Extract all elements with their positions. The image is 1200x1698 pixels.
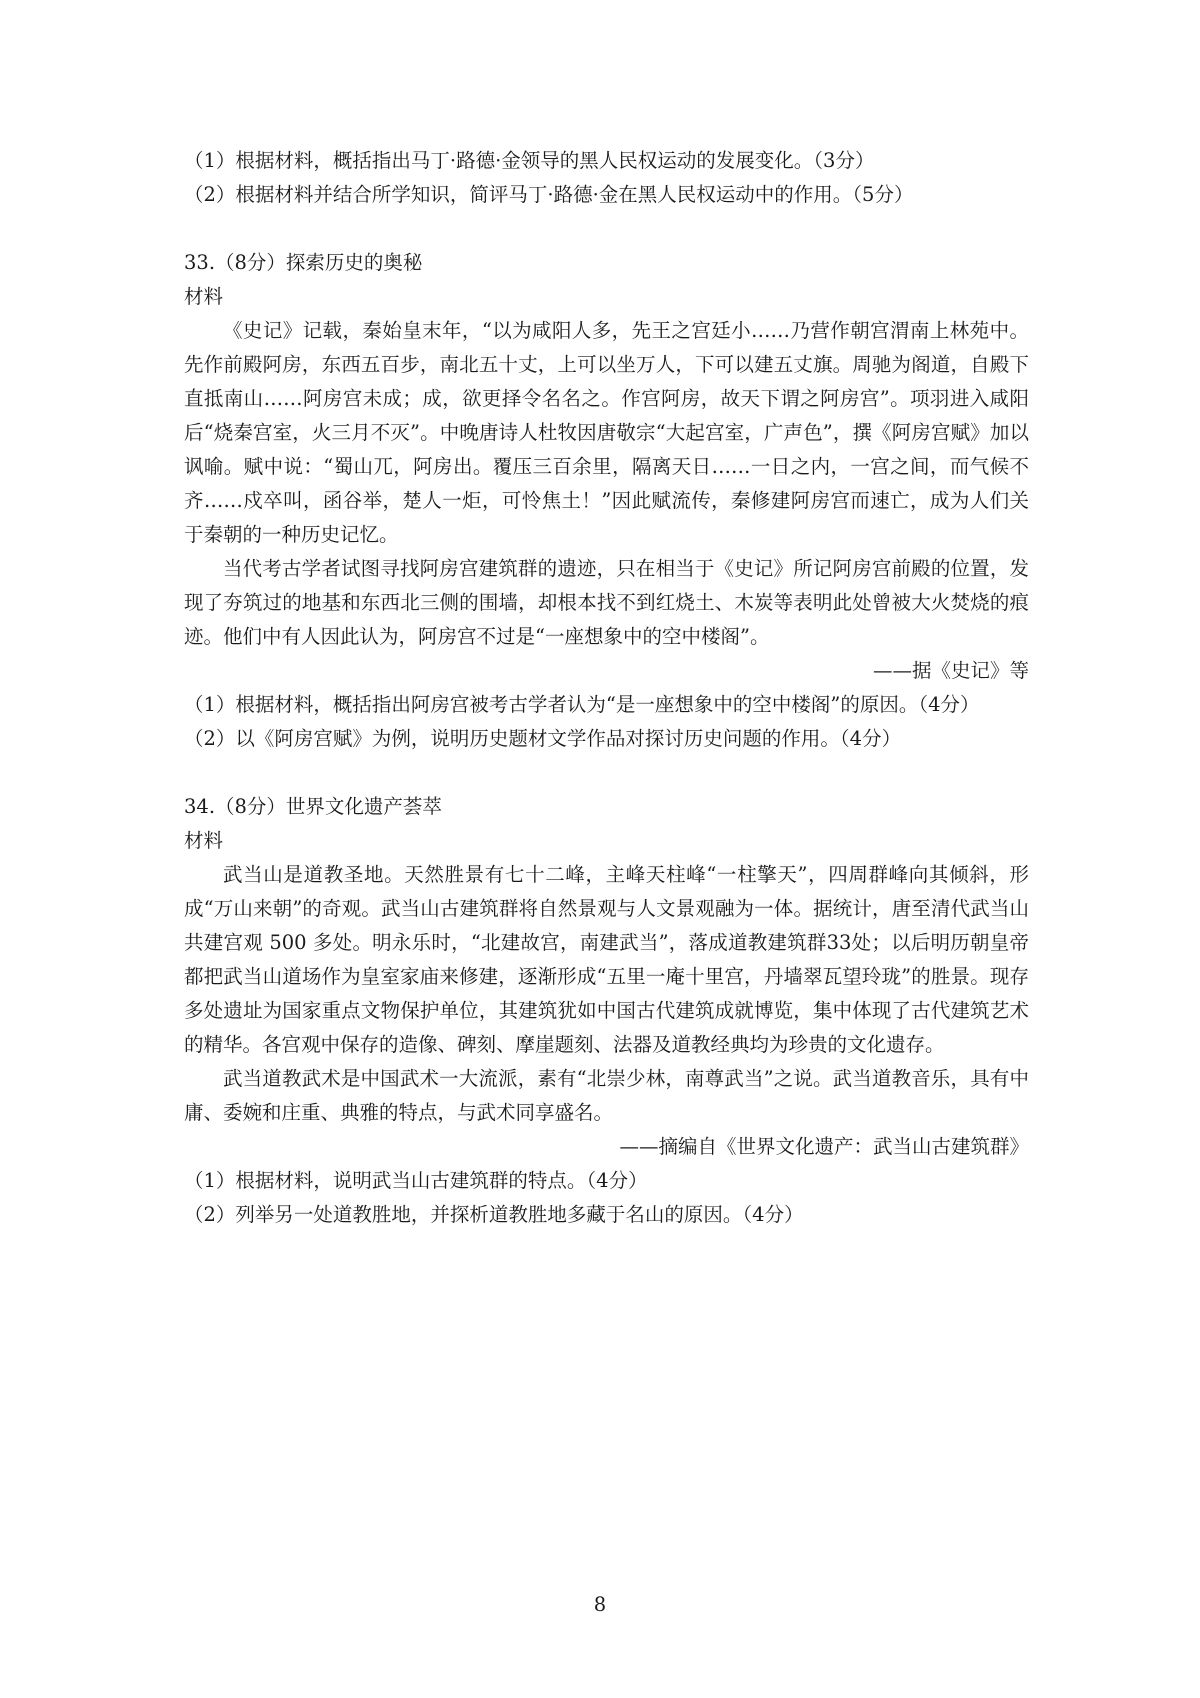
question-34-paragraph-2: 武当道教武术是中国武术一大流派，素有“北崇少林，南尊武当”之说。武当道教音乐，具有中庸、委婉和庄重、典雅的特点，与武术同享盛名。 [184,1067,1029,1124]
question-34-material-label: 材料 [184,829,224,852]
question-33-heading: 33.（8分）探索历史的奥秘 [184,251,423,274]
question-34-sub-2: （2）列举另一处道教胜地，并探析道教胜地多藏于名山的原因。（4分） [184,1203,804,1226]
spacer [184,756,1029,790]
prev-question-1: （1）根据材料，概括指出马丁·路德·金领导的黑人民权运动的发展变化。（3分） [184,149,875,172]
question-34-sub-1: （1）根据材料，说明武当山古建筑群的特点。（4分） [184,1169,648,1192]
question-33-material-label: 材料 [184,285,224,308]
question-33-sub-1: （1）根据材料，概括指出阿房宫被考古学者认为“是一座想象中的空中楼阁”的原因。（4分） [184,693,980,716]
page-number: 8 [593,1593,607,1616]
question-34-heading: 34.（8分）世界文化遗产荟萃 [184,795,442,818]
spacer [184,212,1029,246]
question-33 [184,246,1029,756]
question-34-paragraph-1: 武当山是道教圣地。天然胜景有七十二峰，主峰天柱峰“一柱擎天”，四周群峰向其倾斜，形成“万山来朝”的奇观。武当山古建筑群将自然景观与人文景观融为一体。据统计，唐至清代武当山共建宫观 500 多处。明永乐时，“北建故宫，南建武当”，落成道教建筑群33处；以后明历朝皇帝都把武当山道场作为皇室家庙来修建，逐渐形成“五里一庵十里宫，丹墙翠瓦望玲珑”的胜景。现存多处遗址为国家重点文物保护单位，其建筑犹如中国古代建筑成就博览，集中体现了古代建筑艺术的精华。各宫观中保存的造像、碑刻、摩崖题刻、法器及道教经典均为珍贵的文化遗存。 [184,863,1029,1056]
question-34 [184,790,1029,1232]
exam-page-content [184,144,1029,1232]
question-33-paragraph-1: 《史记》记载，秦始皇末年，“以为咸阳人多，先王之宫廷小……乃营作朝宫渭南上林苑中。先作前殿阿房，东西五百步，南北五十丈，上可以坐万人，下可以建五丈旗。周驰为阁道，自殿下直抵南山……阿房宫未成；成，欲更择令名名之。作宫阿房，故天下谓之阿房宫”。项羽进入咸阳后“烧秦宫室，火三月不灭”。中晚唐诗人杜牧因唐敬宗“大起宫室，广声色”，撰《阿房宫赋》加以讽喻。赋中说：“蜀山兀，阿房出。覆压三百余里，隔离天日……一日之内，一宫之间，而气候不齐……戍卒叫，函谷举，楚人一炬，可怜焦土！”因此赋流传，秦修建阿房宫而速亡，成为人们关于秦朝的一种历史记忆。 [184,319,1029,546]
question-34-source: ——摘编自《世界文化遗产：武当山古建筑群》 [619,1135,1029,1158]
question-33-sub-2: （2）以《阿房宫赋》为例，说明历史题材文学作品对探讨历史问题的作用。（4分） [184,727,902,750]
question-33-source: ——据《史记》等 [872,659,1029,682]
prev-question-2: （2）根据材料并结合所学知识，简评马丁·路德·金在黑人民权运动中的作用。（5分） [184,183,914,206]
question-33-paragraph-2: 当代考古学者试图寻找阿房宫建筑群的遗迹，只在相当于《史记》所记阿房宫前殿的位置，发现了夯筑过的地基和东西北三侧的围墙，却根本找不到红烧土、木炭等表明此处曾被大火焚烧的痕迹。他们中有人因此认为，阿房宫不过是“一座想象中的空中楼阁”。 [184,557,1029,648]
